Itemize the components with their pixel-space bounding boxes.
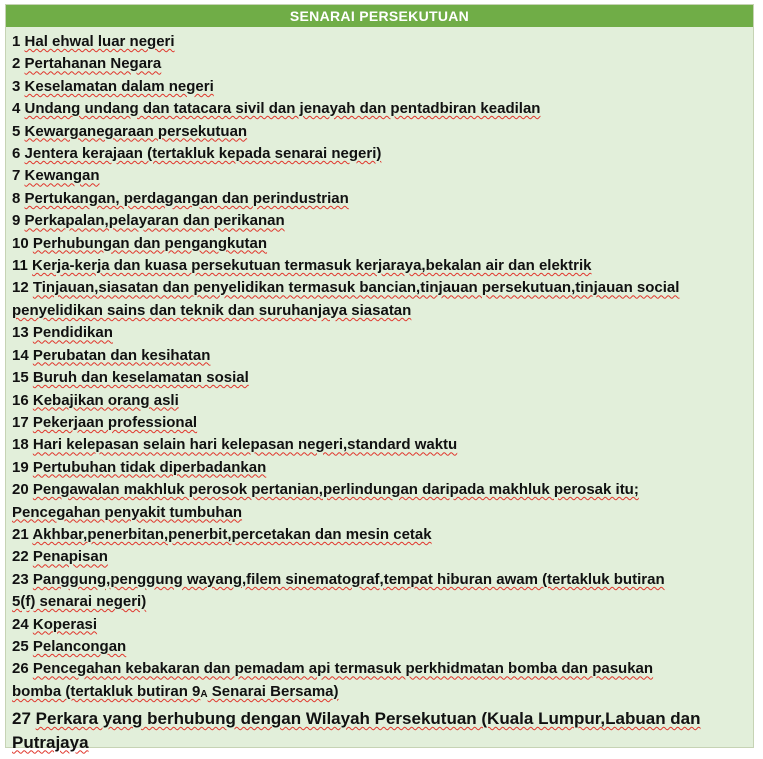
item-text-continued-tail: Senarai Bersama) xyxy=(207,682,339,700)
item-text: Kerja-kerja dan kuasa persekutuan termasuk kerjaraya,bekalan air dan elektrik xyxy=(32,257,592,275)
list-item xyxy=(12,165,753,187)
list-item xyxy=(12,345,753,367)
item-number: 11 xyxy=(12,257,28,275)
item-number: 23 xyxy=(12,570,29,588)
list-item xyxy=(12,524,753,546)
item-list xyxy=(6,27,753,754)
item-text: Perkapalan,pelayaran dan perikanan xyxy=(24,212,285,230)
item-text-continued xyxy=(12,300,753,322)
list-item xyxy=(12,707,753,754)
item-text: Kewangan xyxy=(24,167,100,185)
item-text: Jentera kerajaan (tertakluk kepada senarai negeri) xyxy=(24,145,382,163)
item-number: 10 xyxy=(12,234,29,252)
list-item xyxy=(12,614,753,636)
list-item xyxy=(12,188,753,210)
item-number: 16 xyxy=(12,391,29,409)
item-text-continued-main: 5(f) senarai negeri) xyxy=(12,593,147,611)
item-number: 3 xyxy=(12,77,21,95)
item-number: 18 xyxy=(12,436,29,454)
item-number: 12 xyxy=(12,279,29,297)
item-text: Pendidikan xyxy=(32,324,113,342)
list-item xyxy=(12,367,753,389)
list-item xyxy=(12,121,753,143)
list-item xyxy=(12,322,753,344)
item-number: 14 xyxy=(12,346,29,364)
item-text-continued-main: Pencegahan penyakit tumbuhan xyxy=(12,503,243,521)
item-text: Keselamatan dalam negeri xyxy=(24,77,214,95)
list-item xyxy=(12,255,753,277)
list-item xyxy=(12,636,753,658)
item-text: Buruh dan keselamatan sosial xyxy=(32,369,249,387)
item-number: 15 xyxy=(12,369,29,387)
item-text: Pelancongan xyxy=(32,637,127,655)
item-text: Pekerjaan professional xyxy=(32,413,198,431)
list-item xyxy=(12,76,753,98)
item-text: Perhubungan dan pengangkutan xyxy=(32,234,268,252)
item-text-continued-main: Putrajaya xyxy=(12,732,89,752)
list-item xyxy=(12,31,753,53)
item-number: 5 xyxy=(12,122,21,140)
item-number: 8 xyxy=(12,189,21,207)
item-text: Pertubuhan tidak diperbadankan xyxy=(32,458,267,476)
list-item xyxy=(12,277,753,322)
item-text-continued xyxy=(12,502,753,524)
item-text: Hal ehwal luar negeri xyxy=(24,33,175,50)
item-text-continued xyxy=(12,731,753,755)
item-subscript: A xyxy=(200,688,208,700)
item-number: 20 xyxy=(12,481,29,499)
item-number: 2 xyxy=(12,55,21,73)
item-number: 17 xyxy=(12,413,29,431)
federal-list-table xyxy=(5,4,754,752)
list-item xyxy=(12,98,753,120)
item-text: Pertahanan Negara xyxy=(24,55,162,73)
item-number: 4 xyxy=(12,100,21,118)
item-text: Panggung,penggung wayang,filem sinematograf,tempat hiburan awam (tertakluk butiran xyxy=(32,570,665,588)
item-number: 25 xyxy=(12,637,29,655)
item-number: 6 xyxy=(12,145,21,163)
list-item xyxy=(12,457,753,479)
item-text: Kebajikan orang asli xyxy=(32,391,179,409)
item-text: Pencegahan kebakaran dan pemadam api termasuk perkhidmatan bomba dan pasukan xyxy=(32,660,654,678)
item-text-continued xyxy=(12,591,753,613)
list-item xyxy=(12,434,753,456)
list-item xyxy=(12,658,753,706)
item-text: Akhbar,penerbitan,penerbit,percetakan dan mesin cetak xyxy=(32,525,432,543)
item-text: Pertukangan, perdagangan dan perindustrian xyxy=(24,189,349,207)
list-item xyxy=(12,546,753,568)
item-number: 21 xyxy=(12,525,29,543)
list-item xyxy=(12,569,753,614)
item-text: Perkara yang berhubung dengan Wilayah Persekutuan (Kuala Lumpur,Labuan dan xyxy=(35,709,701,729)
item-number: 24 xyxy=(12,615,29,633)
item-text: Tinjauan,siasatan dan penyelidikan termasuk bancian,tinjauan persekutuan,tinjauan social xyxy=(32,279,680,297)
item-text-continued-main: bomba (tertakluk butiran 9 xyxy=(12,682,201,700)
table-header: SENARAI PERSEKUTUAN xyxy=(6,5,753,27)
item-text: Kewarganegaraan persekutuan xyxy=(24,122,248,140)
item-number: 13 xyxy=(12,324,29,342)
list-item xyxy=(12,390,753,412)
item-text-continued-main: penyelidikan sains dan teknik dan suruhanjaya siasatan xyxy=(12,301,412,319)
item-text: Pengawalan makhluk perosok pertanian,perlindungan daripada makhluk perosak itu; xyxy=(32,481,639,499)
item-number: 19 xyxy=(12,458,29,476)
item-number: 22 xyxy=(12,548,29,566)
list-item xyxy=(12,412,753,434)
list-item xyxy=(12,479,753,524)
item-number: 1 xyxy=(12,33,21,50)
item-text: Koperasi xyxy=(32,615,98,633)
item-text: Undang undang dan tatacara sivil dan jenayah dan pentadbiran keadilan xyxy=(24,100,541,118)
item-number: 27 xyxy=(12,709,31,729)
item-number: 26 xyxy=(12,660,29,678)
list-item xyxy=(12,210,753,232)
item-number: 9 xyxy=(12,212,21,230)
list-item xyxy=(12,53,753,75)
list-item xyxy=(12,143,753,165)
item-text-continued xyxy=(12,681,753,706)
item-text: Penapisan xyxy=(32,548,108,566)
item-text: Perubatan dan kesihatan xyxy=(32,346,211,364)
list-item xyxy=(12,233,753,255)
item-text: Hari kelepasan selain hari kelepasan negeri,standard waktu xyxy=(32,436,458,454)
item-number: 7 xyxy=(12,167,21,185)
